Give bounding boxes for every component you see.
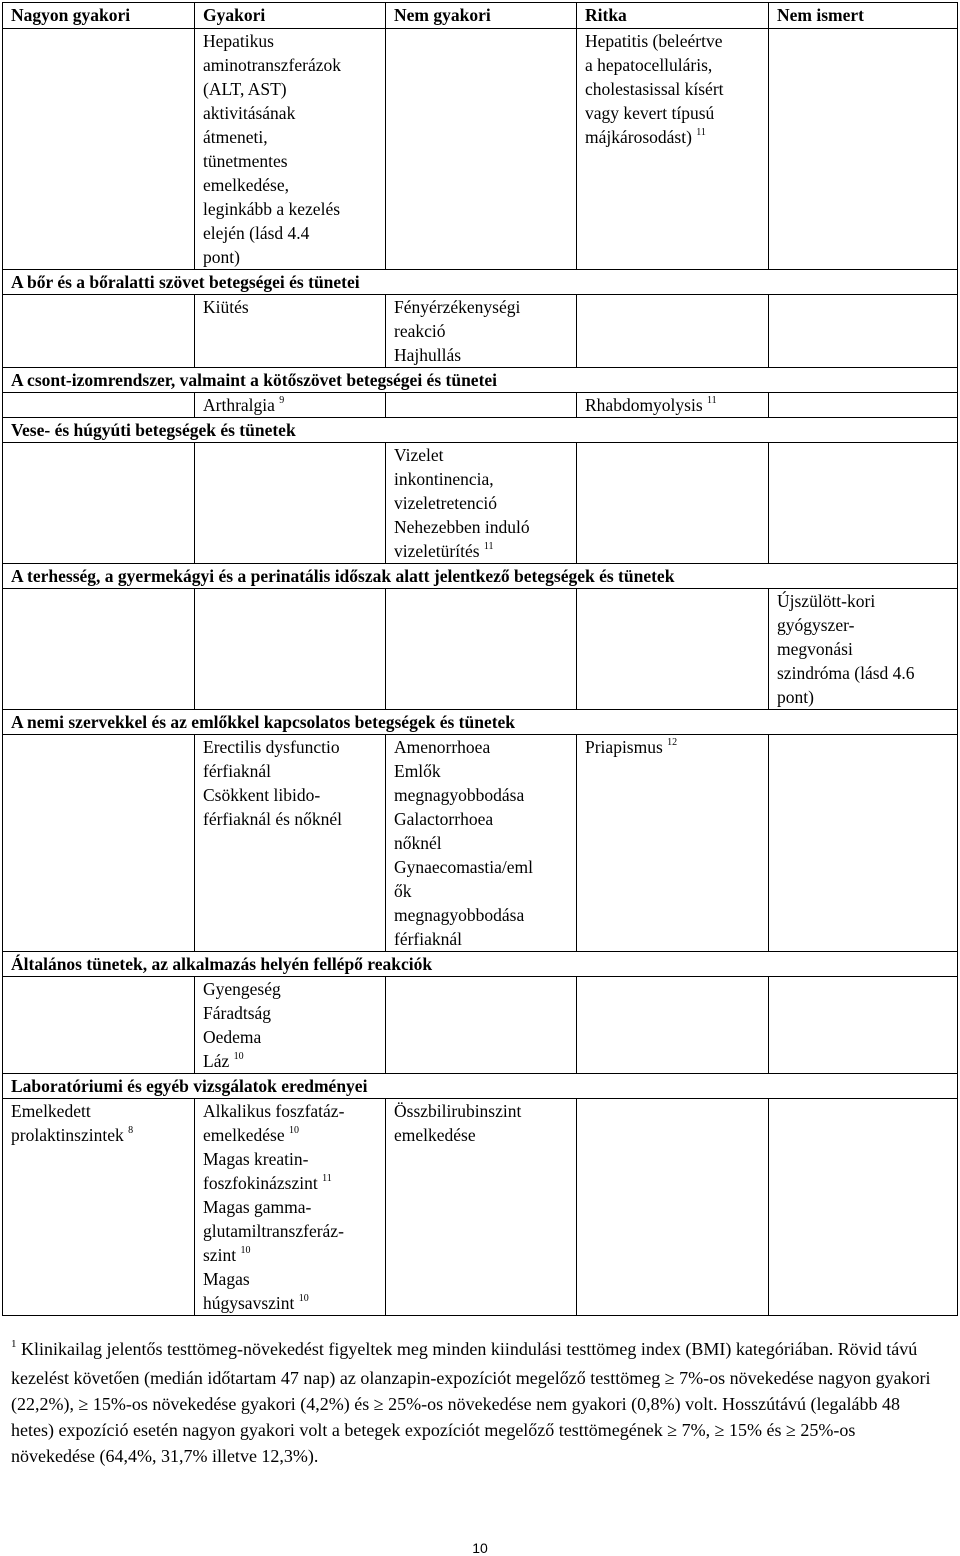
cell-empty — [386, 393, 577, 418]
footnote-mark: 1 — [11, 1338, 17, 1350]
cell-hepatic-ritka: Hepatitis (beleértve a hepatocelluláris, cholestasissal kísért vagy kevert típusú májkárosodást) $^{11}$ — [577, 29, 769, 270]
table-row — [3, 29, 958, 270]
header-nagyon-gyakori: Nagyon gyakori — [3, 3, 195, 29]
cell-empty — [769, 393, 958, 418]
cell-pregnancy-nem-ismert: Újszülött-kori gyógyszer- megvonási szindróma (lásd 4.6 pont) — [769, 589, 958, 710]
cell-renal-nem-gyakori: Vizelet inkontinencia, vizeletretenció Nehezebben induló vizeletürítés $^{11}$ — [386, 443, 577, 564]
table-row — [3, 295, 958, 368]
cell-lab-nagyon-gyakori: Emelkedett prolaktinszintek $^8$ — [3, 1099, 195, 1316]
section-row — [3, 1074, 958, 1099]
footnote-text: Klinikailag jelentős testtömeg-növekedést figyeltek meg minden kiindulási testtömeg index (BMI) kategóriában. Rövid távú kezelést követően (medián időtartam 47 nap) az olanzapin-expozíciót megelőző testtömeg ≥ 7%-os növekedése nagyon gyakori (22,2%), ≥ 15%-os növekedése gyakori (4,2%) és ≥ 25%-os növekedése nem gyakori (0,8%) volt. Hosszútávú (legalább 48 hetes) expozíció esetén nagyon gyakori volt a betegek expozíciót megelőző testtömegének ≥ 7%, ≥ 15% és ≥ 25%-os növekedése (64,4%, 31,7% illetve 12,3%). — [11, 1339, 931, 1466]
section-row — [3, 270, 958, 295]
cell-empty — [3, 443, 195, 564]
cell-empty — [3, 589, 195, 710]
section-title-lab: Laboratóriumi és egyéb vizsgálatok eredményei — [3, 1074, 958, 1099]
section-title-musculoskeletal: A csont-izomrendszer, valmaint a kötőszövet betegségei és tünetei — [3, 368, 958, 393]
cell-skin-nem-gyakori: Fényérzékenységi reakció Hajhullás — [386, 295, 577, 368]
cell-lab-gyakori: Alkalikus foszfatáz- emelkedése $^{10}$ Magas kreatin- foszfokinázszint $^{11}$ Magas gamma- glutamiltranszferáz- szint $^{10}$ Magas húgysavszint $^{10}$ — [195, 1099, 386, 1316]
reference-sup: 10 — [240, 1245, 251, 1257]
cell-musculo-gyakori: Arthralgia $^9$ — [195, 393, 386, 418]
section-title-pregnancy: A terhesség, a gyermekágyi és a perinatális időszak alatt jelentkező betegségek és tünetek — [3, 564, 958, 589]
table-row — [3, 735, 958, 952]
section-row — [3, 368, 958, 393]
section-row — [3, 564, 958, 589]
footnote — [11, 1336, 941, 1469]
cell-empty — [3, 295, 195, 368]
header-nem-ismert: Nem ismert — [769, 3, 958, 29]
table-header-row — [3, 3, 958, 29]
header-nem-gyakori: Nem gyakori — [386, 3, 577, 29]
cell-general-gyakori: Gyengeség Fáradtság Oedema Láz $^{10}$ — [195, 977, 386, 1074]
cell-empty — [195, 589, 386, 710]
cell-hepatic-gyakori: Hepatikus aminotranszferázok (ALT, AST) aktivitásának átmeneti, tünetmentes emelkedése, leginkább a kezelés elején (lásd 4.4 pont) — [195, 29, 386, 270]
cell-sexual-ritka: Priapismus $^{12}$ — [577, 735, 769, 952]
section-title-renal: Vese- és húgyúti betegségek és tünetek — [3, 418, 958, 443]
cell-skin-gyakori: Kiütés — [195, 295, 386, 368]
reference-sup: 9 — [279, 395, 285, 407]
cell-sexual-gyakori: Erectilis dysfunctio férfiaknál Csökkent libido- férfiaknál és nőknél — [195, 735, 386, 952]
header-ritka: Ritka — [577, 3, 769, 29]
cell-empty — [3, 735, 195, 952]
reference-sup: 11 — [707, 395, 717, 407]
page-number: 10 — [472, 1540, 488, 1556]
reference-sup: 10 — [289, 1125, 299, 1137]
cell-empty — [3, 29, 195, 270]
table-row — [3, 589, 958, 710]
section-title-skin: A bőr és a bőralatti szövet betegségei és tünetei — [3, 270, 958, 295]
cell-empty — [769, 1099, 958, 1316]
cell-empty — [769, 295, 958, 368]
cell-empty — [3, 977, 195, 1074]
cell-empty — [769, 735, 958, 952]
table-row — [3, 977, 958, 1074]
reference-sup: 11 — [483, 541, 494, 553]
section-row — [3, 418, 958, 443]
section-row — [3, 710, 958, 735]
section-row — [3, 952, 958, 977]
cell-empty — [577, 295, 769, 368]
cell-sexual-nem-gyakori: Amenorrhoea Emlők megnagyobbodása Galactorrhoea nőknél Gynaecomastia/eml ők megnagyobbodása férfiaknál — [386, 735, 577, 952]
table-row — [3, 443, 958, 564]
cell-empty — [577, 589, 769, 710]
cell-empty — [769, 443, 958, 564]
cell-empty — [3, 393, 195, 418]
reference-sup: 8 — [128, 1125, 134, 1137]
cell-musculo-ritka: Rhabdomyolysis $^{11}$ — [577, 393, 769, 418]
cell-empty — [195, 443, 386, 564]
cell-empty — [769, 977, 958, 1074]
cell-empty — [577, 977, 769, 1074]
header-gyakori: Gyakori — [195, 3, 386, 29]
cell-empty — [386, 29, 577, 270]
adverse-reactions-table — [2, 2, 958, 1316]
section-title-general: Általános tünetek, az alkalmazás helyén fellépő reakciók — [3, 952, 958, 977]
cell-empty — [577, 1099, 769, 1316]
table-row — [3, 393, 958, 418]
reference-sup: 10 — [233, 1051, 244, 1063]
cell-empty — [577, 443, 769, 564]
cell-empty — [769, 29, 958, 270]
table-row — [3, 1099, 958, 1316]
reference-sup: 10 — [298, 1293, 309, 1305]
reference-sup: 11 — [322, 1173, 332, 1185]
cell-empty — [386, 589, 577, 710]
reference-sup: 12 — [667, 737, 678, 749]
cell-lab-nem-gyakori: Összbilirubinszint emelkedése — [386, 1099, 577, 1316]
reference-sup: 11 — [696, 127, 706, 139]
section-title-sexual: A nemi szervekkel és az emlőkkel kapcsolatos betegségek és tünetek — [3, 710, 958, 735]
cell-empty — [386, 977, 577, 1074]
